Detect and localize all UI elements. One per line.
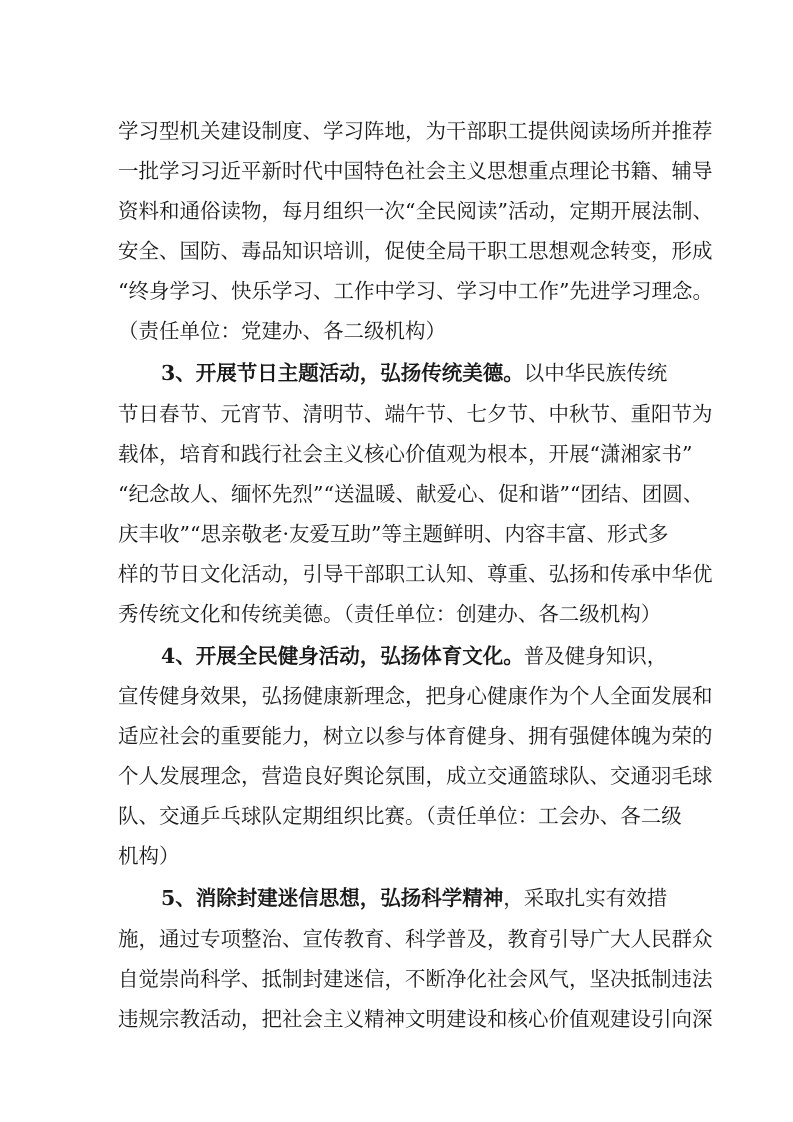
section-heading-3 bbox=[161, 357, 721, 389]
text-line: “纪念故人、缅怀先烈”“送温暖、献爱心、促和谐”“团结、团圆、 bbox=[118, 482, 704, 506]
heading-5-text: ，采取扎实有效措 bbox=[503, 886, 668, 910]
text-line: 节日春节、元宵节、清明节、端午节、七夕节、中秋节、重阳节为 bbox=[118, 402, 713, 426]
text-line: 样的节日文化活动，引导干部职工认知、尊重、弘扬和传承中华优 bbox=[118, 562, 713, 586]
heading-3-text: 以中华民族传统 bbox=[523, 361, 668, 385]
text-line: 个人发展理念，营造良好舆论氛围，成立交通篮球队、交通羽毛球 bbox=[118, 764, 713, 788]
text-line: 资料和通俗读物，每月组织一次“全民阅读”活动，定期开展法制、 bbox=[118, 199, 713, 223]
text-line: 机构） bbox=[118, 844, 180, 868]
text-line: 载体，培育和践行社会主义核心价值观为根本，开展“潇湘家书” bbox=[118, 442, 693, 466]
section-heading-4 bbox=[161, 640, 721, 672]
text-line: 庆丰收”“思亲敬老·友爱互助”等主题鲜明、内容丰富、形式多 bbox=[118, 522, 669, 546]
text-line: （责任单位：党建办、各二级机构） bbox=[118, 319, 446, 343]
text-line: 宣传健身效果，弘扬健康新理念，把身心健康作为个人全面发展和 bbox=[118, 684, 713, 708]
text-line: 队、交通乒乓球队定期组织比赛。（责任单位：工会办、各二级 bbox=[118, 804, 682, 828]
text-line: 违规宗教活动，把社会主义精神文明建设和核心价值观建设引向深 bbox=[118, 1007, 713, 1031]
text-line: 学习型机关建设制度、学习阵地，为干部职工提供阅读场所并推荐 bbox=[118, 119, 713, 143]
heading-4-title: 4、开展全民健身活动，弘扬体育文化。 bbox=[161, 644, 524, 668]
heading-4-text: 普及健身知识， bbox=[523, 644, 668, 668]
text-line: 适应社会的重要能力，树立以参与体育健身、拥有强健体魄为荣的 bbox=[118, 724, 713, 748]
text-line: “终身学习、快乐学习、工作中学习、学习中工作”先进学习理念。 bbox=[118, 279, 713, 303]
heading-3-title: 3、开展节日主题活动，弘扬传统美德。 bbox=[161, 361, 524, 385]
text-line: 自觉崇尚科学、抵制封建迷信，不断净化社会风气，坚决抵制违法 bbox=[118, 967, 713, 991]
text-line: 秀传统文化和传统美德。（责任单位：创建办、各二级机构） bbox=[118, 602, 662, 626]
text-line: 一批学习习近平新时代中国特色社会主义思想重点理论书籍、辅导 bbox=[118, 159, 713, 183]
heading-5-title: 5、消除封建迷信思想，弘扬科学精神 bbox=[161, 886, 504, 910]
section-heading-5 bbox=[161, 882, 721, 914]
text-line: 施，通过专项整治、宣传教育、科学普及，教育引导广大人民群众 bbox=[118, 927, 713, 951]
text-line: 安全、国防、毒品知识培训，促使全局干职工思想观念转变，形成 bbox=[118, 239, 713, 263]
